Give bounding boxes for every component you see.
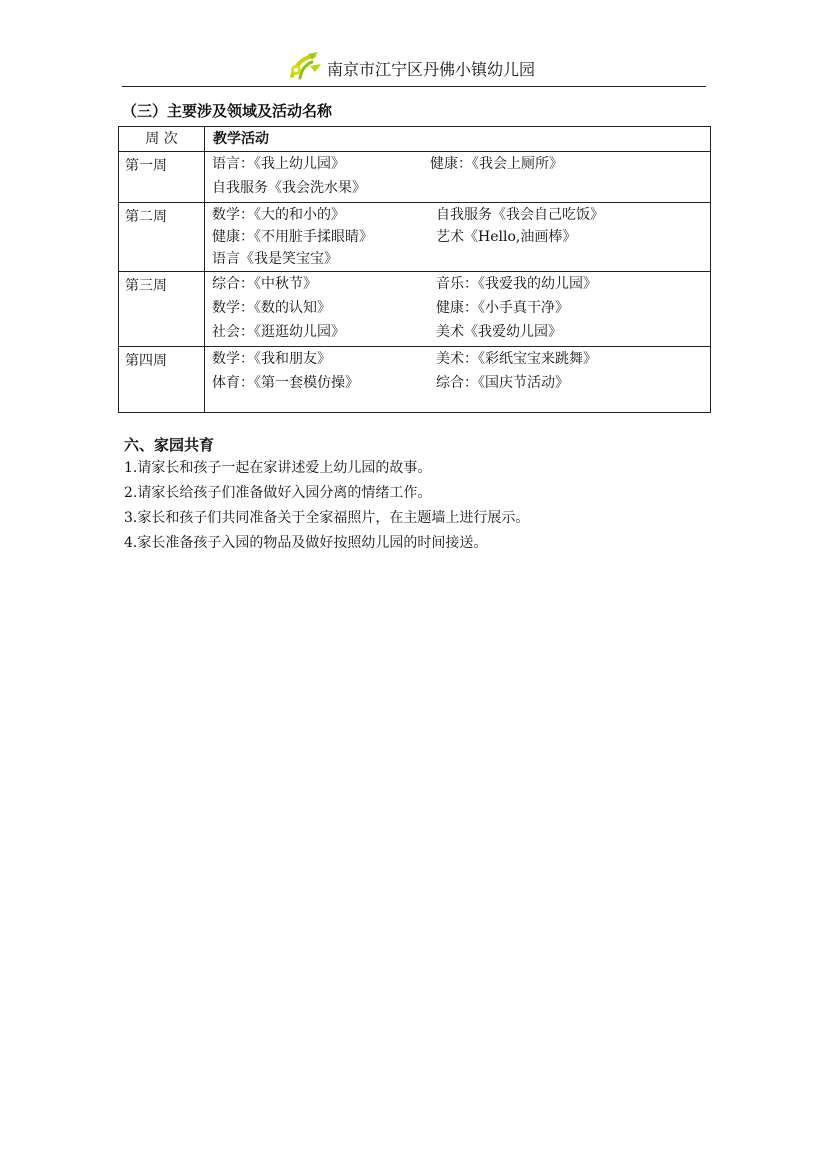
week-label: 第三周	[119, 272, 205, 347]
activity-item: 美术：《彩纸宝宝来跳舞》	[436, 351, 597, 367]
activity-table	[118, 126, 711, 413]
home-school-list	[124, 458, 529, 558]
table-row	[119, 152, 711, 203]
activity-item: 健康：《不用脏手揉眼睛》	[212, 229, 373, 245]
section-title-home-school: 六、家园共育	[124, 436, 215, 454]
activity-item: 数学：《数的认知》	[212, 300, 331, 316]
week-label: 第四周	[119, 347, 205, 413]
table-row	[119, 347, 711, 413]
table-header-row	[119, 127, 711, 152]
week-label: 第一周	[119, 152, 205, 203]
activity-item: 综合：《国庆节活动》	[436, 375, 569, 391]
table-row	[119, 272, 711, 347]
activity-cell	[205, 272, 711, 347]
week-label: 第二周	[119, 203, 205, 272]
activity-cell	[205, 203, 711, 272]
page-header	[122, 44, 706, 87]
list-item: 4.家长准备孩子入园的物品及做好按照幼儿园的时间接送。	[124, 535, 488, 551]
kindergarten-name: 南京市江宁区丹佛小镇幼儿园	[327, 60, 536, 79]
activity-item: 自我服务《我会自己吃饭》	[436, 207, 604, 223]
activity-item: 自我服务《我会洗水果》	[212, 180, 366, 196]
activity-cell	[205, 347, 711, 413]
activity-cell	[205, 152, 711, 203]
activity-item: 艺术《Hello,油画棒》	[436, 229, 577, 245]
activity-item: 健康：《小手真干净》	[436, 300, 569, 316]
activity-item: 音乐：《我爱我的幼儿园》	[436, 276, 597, 292]
list-item: 2.请家长给孩子们准备做好入园分离的情绪工作。	[124, 485, 432, 501]
list-item: 1.请家长和孩子一起在家讲述爱上幼儿园的故事。	[124, 460, 432, 476]
activity-item: 美术《我爱幼儿园》	[436, 324, 562, 340]
section-title-activities: （三）主要涉及领域及活动名称	[122, 102, 333, 120]
dandelion-logo-icon	[288, 50, 324, 82]
activity-item: 健康：《我会上厕所》	[430, 156, 563, 172]
activity-item: 综合：《中秋节》	[212, 276, 317, 292]
activity-item: 语言《我是笑宝宝》	[212, 251, 338, 267]
list-item: 3.家长和孩子们共同准备关于全家福照片，在主题墙上进行展示。	[124, 510, 530, 526]
activity-item: 社会：《逛逛幼儿园》	[212, 324, 345, 340]
table-row	[119, 203, 711, 272]
activity-item: 体育：《第一套模仿操》	[212, 375, 359, 391]
column-header-week: 周 次	[119, 127, 205, 152]
activity-item: 语言：《我上幼儿园》	[212, 156, 345, 172]
activity-item: 数学：《我和朋友》	[212, 351, 331, 367]
activity-item: 数学：《大的和小的》	[212, 207, 345, 223]
column-header-activity: 教学活动	[205, 127, 711, 152]
